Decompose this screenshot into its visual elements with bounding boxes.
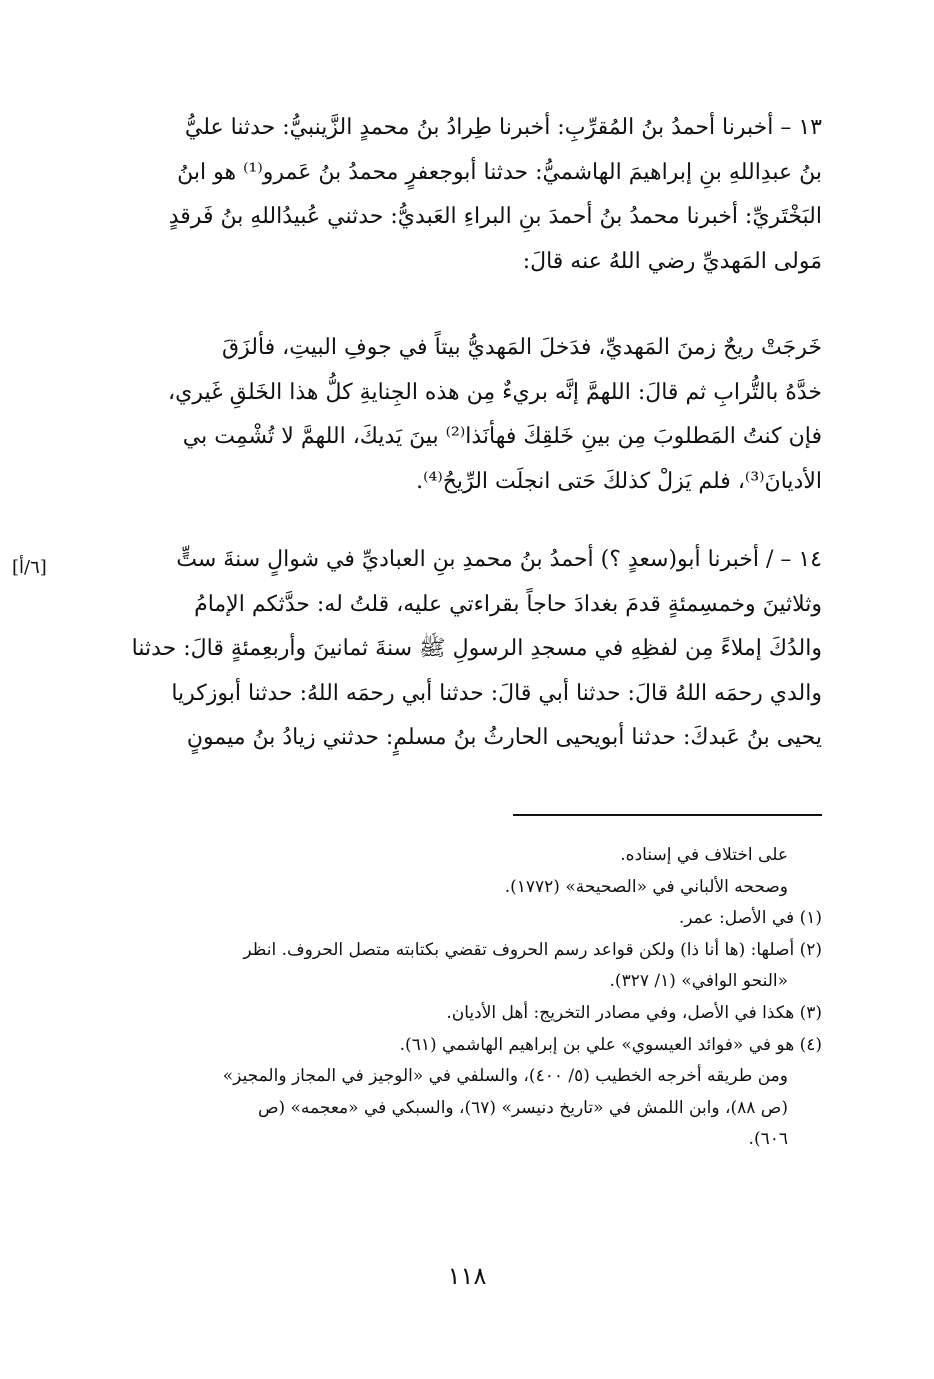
text-line: فإن كنتُ المَطلوبَ مِن بينِ خَلقِكَ فهأنَذا⁽²⁾ بينَ يَديكَ، اللهمَّ لا تُشْمِت بي xyxy=(182,424,822,449)
footnote-1: (١) في الأصل: عمر. xyxy=(678,908,822,929)
text-line: الأديانَ⁽³⁾، فلم يَزلْ كذلكَ حَتى انجلَت الرِّيحُ⁽⁴⁾. xyxy=(416,468,822,494)
text-line: مَولى المَهديِّ رضي اللهُ عنه قالَ: xyxy=(522,248,822,274)
text-line: ١٤ – / أخبرنا أبو(سعدٍ ؟) أحمدُ بنُ محمدِ بنِ العباديِّ في شوالٍ سنةَ ستٍّ xyxy=(176,547,822,572)
hadith-13-matn-paragraph xyxy=(110,326,822,504)
footnote-line: على اختلاف في إسناده. xyxy=(620,845,788,865)
footnote-line: (ص ٨٨)، وابن اللمش في «تاريخ دنيسر» (٦٧)، والسبكي في «معجمه» (ص xyxy=(257,1097,788,1118)
page-number: ١١٨ xyxy=(447,1262,487,1290)
footnote-line: وصححه الألباني في «الصحيحة» (١٧٧٢). xyxy=(504,876,788,897)
hadith-13-paragraph xyxy=(110,106,822,284)
footnote-3: (٣) هكذا في الأصل، وفي مصادر التخريج: أهل الأديان. xyxy=(446,1002,822,1023)
footnote-2: (٢) أصلها: (ها أنا ذا) ولكن قواعد رسم الحروف تقضي بكتابته متصل الحروف. انظر xyxy=(243,939,822,960)
footnote-line: ومن طريقه أخرجه الخطيب (٥/ ٤٠٠)، والسلفي في «الوجيز في المجاز والمجيز» xyxy=(222,1066,788,1087)
text-line: وثلاثينَ وخمسِمئةٍ قدمَ بغدادَ حاجاً بقراءتي عليه، قلتُ له: حدَّثكم الإمامُ xyxy=(194,591,822,617)
text-line: والدي رحمَه اللهُ قالَ: حدثنا أبي قالَ: حدثنا أبي رحمَه اللهُ: حدثنا أبوزكريا xyxy=(171,680,822,706)
footnote-line: «النحو الوافي» (١/ ٣٢٧). xyxy=(609,971,788,992)
text-line: خَرجَتْ ريحٌ زمنَ المَهديِّ، فدَخلَ المَهديُّ بيتاً في جوفِ البيتِ، فألزَقَ xyxy=(222,335,822,360)
text-line: ١٣ – أخبرنا أحمدُ بنُ المُقرِّبِ: أخبرنا طِرادُ بنُ محمدٍ الزَّينبيُّ: حدثنا عليُّ xyxy=(184,115,822,140)
hadith-14-paragraph xyxy=(110,538,822,761)
manuscript-folio-marker: [٦/أ] xyxy=(12,557,47,578)
text-line: والدُكَ إملاءً مِن لفظِهِ في مسجدِ الرسولِ ﷺ سنةَ ثمانينَ وأربعِمئةٍ قالَ: حدثنا xyxy=(131,636,822,661)
text-line: خدَّهُ بالتُّرابِ ثم قالَ: اللهمَّ إنَّه بريءٌ مِن هذه الجِنايةِ كلُّ هذا الخَلقِ غَيري، xyxy=(168,379,822,405)
footnote-line: ٦٠٦). xyxy=(748,1129,788,1150)
text-line: البَخْتَريِّ: أخبرنا محمدُ بنُ أحمدَ بنِ البراءِ العَبديُّ: حدثني عُبيدُاللهِ بنُ فَرقدٍ xyxy=(168,204,822,229)
footnote-4: (٤) هو في «فوائد العيسوي» علي بن إبراهيم الهاشمي (٦١). xyxy=(399,1034,822,1055)
footnotes xyxy=(110,840,822,1156)
text-line: بنُ عبدِاللهِ بنِ إبراهيمَ الهاشميُّ: حدثنا أبوجعفرٍ محمدُ بنُ عَمرو⁽¹⁾ هو ابنُ xyxy=(177,159,822,185)
footnote-separator xyxy=(513,814,822,816)
text-line: يحيى بنُ عَبدكَ: حدثنا أبويحيى الحارثُ بنُ مسلمٍ: حدثني زيادُ بنُ ميمونٍ xyxy=(186,725,822,750)
